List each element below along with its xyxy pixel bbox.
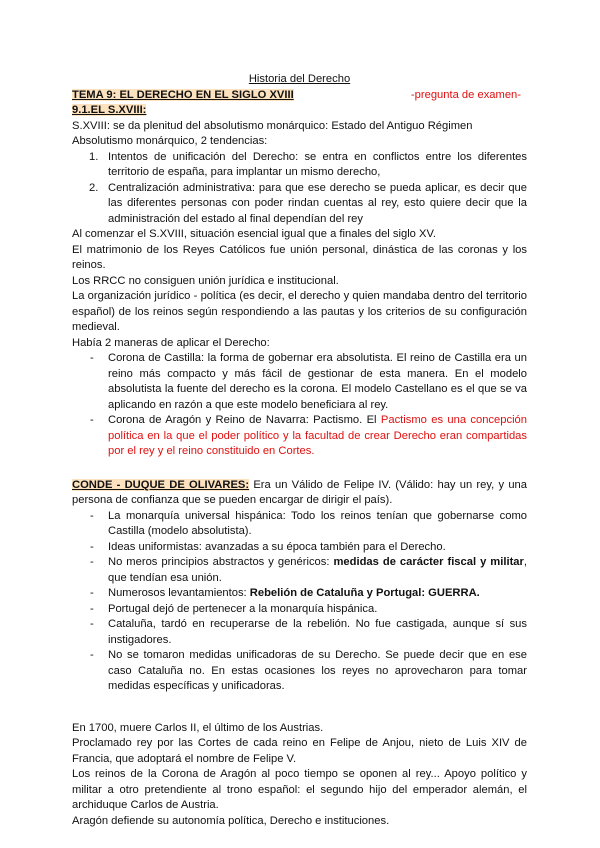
paragraph: Proclamado rey por las Cortes de cada reino en Felipe de Anjou, nieto de Luis XIV de Francia, que adoptará el nombre de Felipe V. bbox=[72, 737, 527, 765]
paragraph: Los RRCC no consiguen unión jurídica e institucional. bbox=[72, 274, 339, 287]
paragraph: Los reinos de la Corona de Aragón al poco tiempo se oponen al rey... Apoyo político y militar a otro pretendiente al trono español: el segundo hijo del emperador alemán, el archiduque Carlos de Austria. bbox=[72, 768, 527, 811]
olivares-intro bbox=[72, 478, 527, 509]
list-item bbox=[72, 648, 527, 695]
section-heading-row bbox=[72, 103, 527, 119]
topic-heading-row bbox=[72, 88, 527, 104]
dash-bullet: - bbox=[90, 556, 94, 568]
olivares-heading: CONDE - DUQUE DE OLIVARES: bbox=[72, 478, 250, 491]
bold-text: Rebelión de Cataluña y Portugal: GUERRA. bbox=[249, 587, 480, 599]
list-item bbox=[72, 413, 527, 460]
list-item-text: Numerosos levantamientos: bbox=[108, 587, 250, 599]
spacer bbox=[72, 695, 527, 721]
document-page bbox=[72, 72, 527, 829]
list-number: 2. bbox=[89, 181, 99, 194]
paragraph: El matrimonio de los Reyes Católicos fue unión personal, dinástica de las coronas y los reinos. bbox=[72, 243, 527, 271]
dash-bullet: - bbox=[90, 587, 94, 599]
section-title: 9.1.EL S.XVIII: bbox=[72, 104, 147, 116]
list-item bbox=[72, 181, 527, 228]
list-item-text: Intentos de unificación del Derecho: se entra en conflictos entre los diferentes territorio de españa, para implantar un mismo derecho, bbox=[108, 150, 527, 178]
list-item-text: Corona de Aragón y Reino de Navarra: Pactismo. El bbox=[108, 414, 381, 426]
list-number: 1. bbox=[89, 150, 99, 163]
bold-text: medidas de carácter fiscal y militar bbox=[333, 556, 524, 568]
paragraph: La organización jurídico - política (es decir, el derecho y quien mandaba dentro del territorio español) de los reinos según respondiendo a las pautas y los criterios de su configuración medieval. bbox=[72, 290, 527, 333]
document-title: Historia del Derecho bbox=[248, 73, 351, 85]
list-item bbox=[72, 586, 527, 602]
intro-line: S.XVIII: se da plenitud del absolutismo monárquico: Estado del Antiguo Régimen bbox=[72, 119, 473, 132]
dash-bullet: - bbox=[90, 649, 94, 661]
list-item-text: No meros principios abstractos y genéricos: bbox=[108, 556, 334, 568]
dash-bullet: - bbox=[90, 618, 94, 630]
exam-note: -pregunta de examen- bbox=[410, 88, 521, 101]
list-item bbox=[72, 602, 527, 618]
dash-bullet: - bbox=[90, 352, 94, 364]
paragraph: En 1700, muere Carlos II, el último de los Austrias. bbox=[72, 721, 324, 734]
list-item bbox=[72, 540, 527, 556]
paragraph: Al comenzar el S.XVIII, situación esencial igual que a finales del siglo XV. bbox=[72, 228, 437, 240]
list-item-text: Ideas uniformistas: avanzadas a su época también para el Derecho. bbox=[108, 540, 446, 553]
list-item-text: No se tomaron medidas unificadoras de su Derecho. Se puede decir que en ese caso Cataluña no. En estas ocasiones los reyes no aprovecharon para tomar medidas específicas y unificadoras. bbox=[108, 649, 527, 692]
list-item bbox=[72, 351, 527, 413]
list-item-text: La monarquía universal hispánica: Todo los reinos tenían que gobernarse como Castilla (modelo absolutista). bbox=[108, 509, 527, 537]
dash-bullet: - bbox=[90, 509, 94, 522]
list-item-text: Portugal dejó de pertenecer a la monarquía hispánica. bbox=[108, 602, 378, 615]
list-item-text: Cataluña, tardó en recuperarse de la rebelión. No fue castigada, aunque sí sus instigadores. bbox=[108, 618, 527, 646]
list-item bbox=[72, 509, 527, 540]
tendencies-list bbox=[72, 150, 527, 228]
dash-bullet: - bbox=[90, 602, 94, 615]
olivares-text: Era un Válido de Felipe IV. (Válido: hay un rey, y una persona de confianza que se pueden encargar de dirigir el país). bbox=[72, 478, 527, 506]
pactismo-definition: Pactismo es una concepción política en la que el poder político y la facultad de crear Derecho eran compartidas por el rey y el reino constituido en Cortes. bbox=[108, 414, 527, 457]
list-item bbox=[72, 617, 527, 648]
topic-title: TEMA 9: EL DERECHO EN EL SIGLO XVIII bbox=[72, 88, 294, 101]
list-item bbox=[72, 555, 527, 586]
list-item bbox=[72, 150, 527, 181]
olivares-list bbox=[72, 509, 527, 695]
paragraph: Aragón defiende su autonomía política, Derecho e instituciones. bbox=[72, 814, 390, 827]
dash-bullet: - bbox=[90, 414, 94, 426]
dash-bullet: - bbox=[90, 540, 94, 553]
intro-line: Absolutismo monárquico, 2 tendencias: bbox=[72, 135, 268, 147]
list-item-text: , que tendían esa unión. bbox=[108, 556, 527, 584]
ways-list bbox=[72, 351, 527, 460]
spacer bbox=[72, 460, 527, 478]
paragraph: Había 2 maneras de aplicar el Derecho: bbox=[72, 336, 270, 349]
list-item-text: Centralización administrativa: para que ese derecho se pueda aplicar, es decir que las diferentes personas con poder rindan cuentas al rey, esto quiere decir que la administración del estado al final dependían del rey bbox=[108, 181, 527, 225]
list-item-text: Corona de Castilla: la forma de gobernar era absolutista. El reino de Castilla era un reino más compacto y más fácil de gestionar de esta manera. En el modelo absolutista la fuente del derecho es la corona. El modelo Castellano es el que se va aplicando en razón a que este modelo beneficiara al rey. bbox=[108, 352, 527, 411]
